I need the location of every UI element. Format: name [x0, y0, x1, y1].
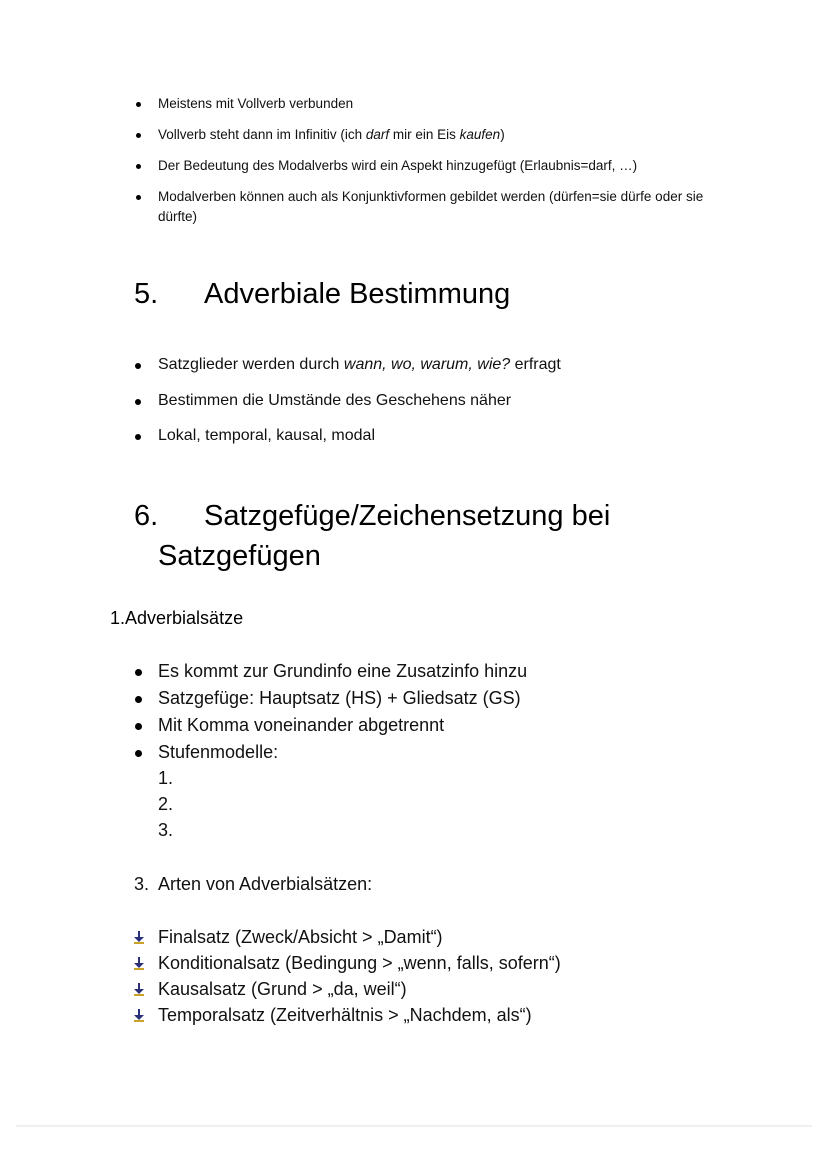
- page-divider: [16, 1125, 812, 1127]
- arten-arrow-list: [158, 924, 561, 1028]
- section-5-number: 5.: [134, 278, 159, 310]
- italic-text: darf: [365, 127, 390, 142]
- arten-item-text: Konditionalsatz (Bedingung > „wenn, falls, sofern“): [158, 953, 561, 973]
- list-item: Satzgefüge: Hauptsatz (HS) + Gliedsatz (GS): [158, 685, 527, 712]
- text-segment: Satzglieder werden durch: [158, 356, 344, 373]
- list-item: [158, 950, 561, 976]
- list-item: Stufenmodelle:: [158, 739, 527, 766]
- section-6-title-line-2: Satzgefügen: [158, 540, 321, 572]
- arrow-down-icon: [133, 957, 145, 970]
- arrow-down-icon: [133, 1009, 145, 1022]
- text-segment: mir ein Eis: [389, 127, 460, 142]
- text-segment: Meistens mit Vollverb verbunden: [158, 96, 354, 111]
- italic-text: kaufen: [459, 127, 501, 142]
- stufen-number: 1.: [158, 768, 174, 788]
- list-item: Es kommt zur Grundinfo eine Zusatzinfo hinzu: [158, 658, 527, 685]
- section-5-title: Adverbiale Bestimmung: [204, 278, 511, 310]
- adverbialsaetze-heading: 1.Adverbialsätze: [110, 608, 244, 628]
- arten-item-text: Finalsatz (Zweck/Absicht > „Damit“): [158, 927, 443, 947]
- list-item: [158, 425, 561, 447]
- section-5-bullet-list: [158, 354, 561, 461]
- arten-item-text: Kausalsatz (Grund > „da, weil“): [158, 979, 407, 999]
- list-item: Mit Komma voneinander abgetrennt: [158, 712, 527, 739]
- arten-heading: [134, 871, 372, 897]
- list-item: [158, 1002, 561, 1028]
- italic-text: wann, wo, warum, wie?: [343, 356, 511, 373]
- text-segment: ): [500, 127, 505, 142]
- list-item: [158, 94, 718, 114]
- list-item: [158, 354, 561, 376]
- section-6-heading: [134, 496, 610, 576]
- adverbialsaetze-bullet-list: [158, 658, 527, 766]
- list-item: [158, 924, 561, 950]
- arten-number: 3.: [134, 874, 150, 894]
- stufen-number: 2.: [158, 794, 174, 814]
- text-segment: Vollverb steht dann im Infinitiv (ich: [158, 127, 366, 142]
- list-item: [158, 187, 718, 227]
- arrow-down-icon: [133, 983, 145, 996]
- list-item: [158, 390, 561, 412]
- arrow-down-icon: [133, 931, 145, 944]
- stufenmodelle-numbered-list: [158, 765, 173, 843]
- text-segment: Lokal, temporal, kausal, modal: [158, 427, 375, 444]
- text-segment: erfragt: [510, 356, 561, 373]
- arten-label: Arten von Adverbialsätzen:: [158, 874, 373, 894]
- text-segment: Der Bedeutung des Modalverbs wird ein Aspekt hinzugefügt (Erlaubnis=darf, …): [158, 158, 638, 173]
- modal-verb-bullet-list: [158, 94, 718, 238]
- text-segment: Bestimmen die Umstände des Geschehens näher: [158, 391, 512, 409]
- arten-item-text: Temporalsatz (Zeitverhältnis > „Nachdem, als“): [158, 1005, 532, 1025]
- list-item: [158, 976, 561, 1002]
- list-item: [158, 156, 718, 176]
- stufen-number: 3.: [158, 820, 174, 840]
- section-6-title-line-1: Satzgefüge/Zeichensetzung bei: [204, 500, 611, 532]
- section-6-number: 6.: [134, 500, 159, 532]
- text-segment: Modalverben können auch als Konjunktivformen gebildet werden (dürfen=sie dürfe oder sie dürfte): [158, 189, 704, 224]
- list-item: [158, 125, 718, 145]
- section-5-heading: [134, 274, 510, 314]
